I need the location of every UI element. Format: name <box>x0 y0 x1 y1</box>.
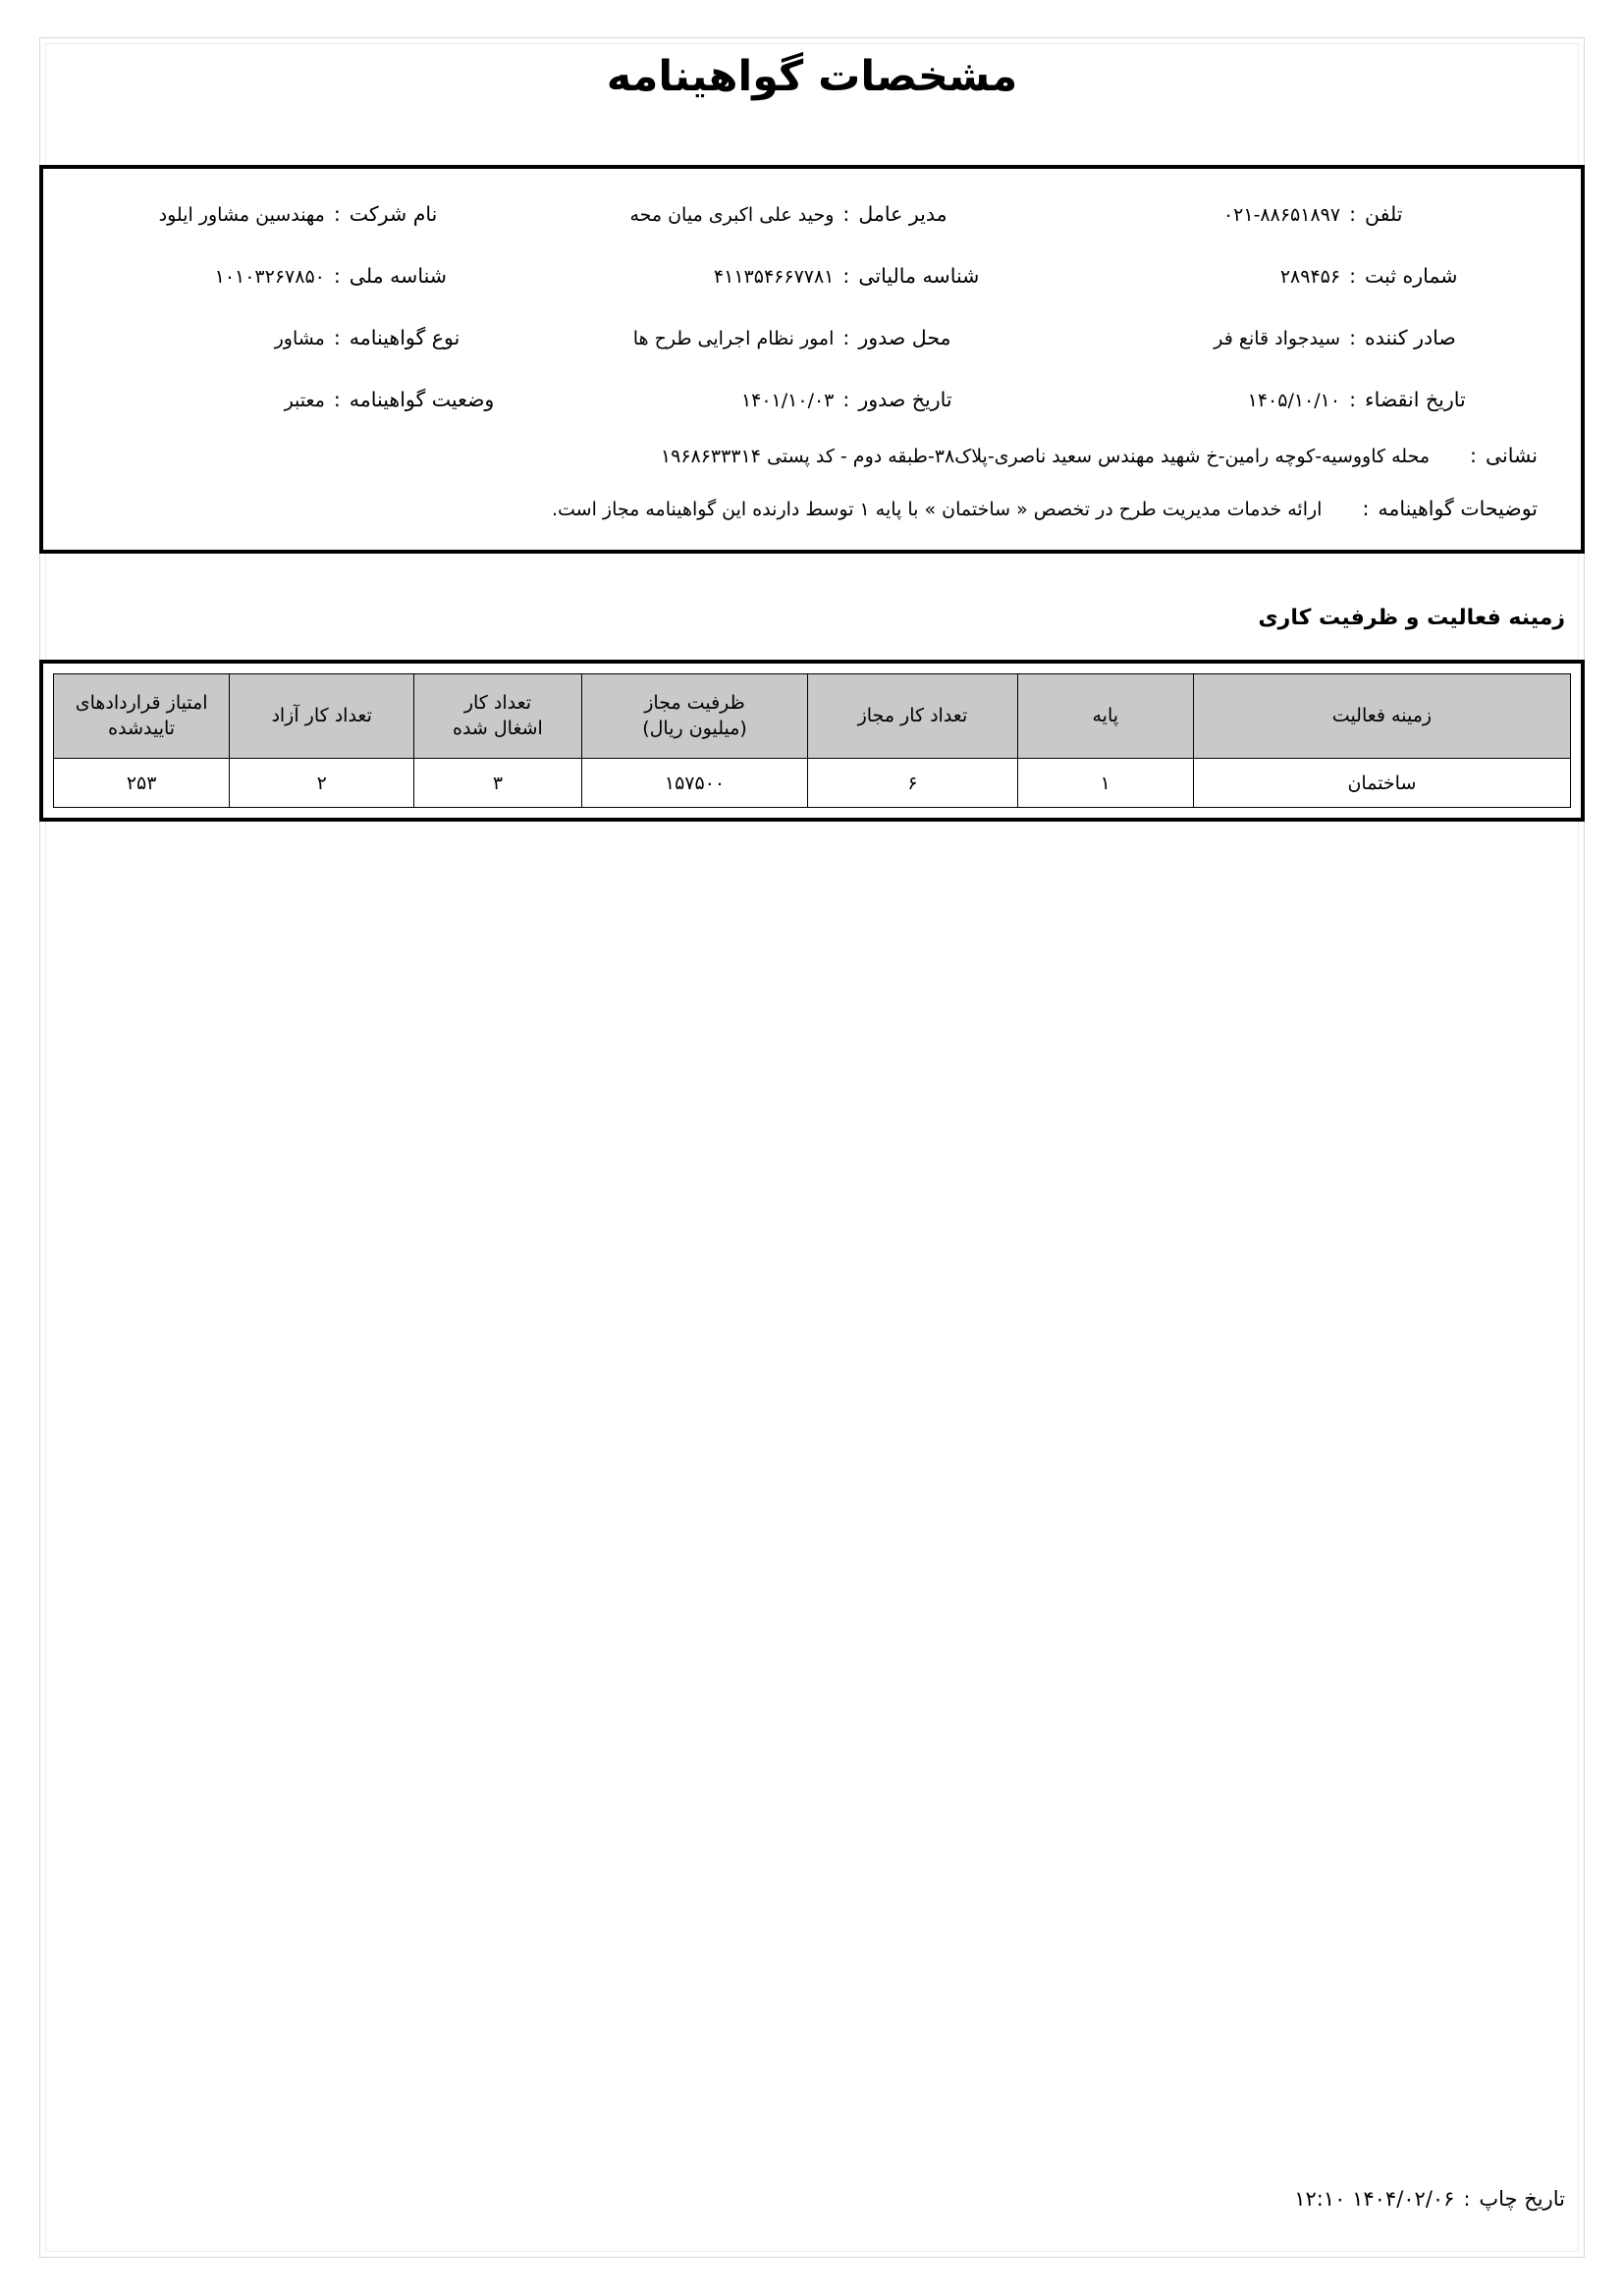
info-field-expiry-date <box>1070 388 1559 411</box>
info-row <box>65 244 1559 306</box>
cell-free-jobs: ۲ <box>230 759 414 808</box>
info-value-issuer: سیدجواد قانع فر <box>1214 327 1341 349</box>
column-header-field <box>1193 674 1570 759</box>
column-header-free-jobs <box>230 674 414 759</box>
info-label-issue-place: محل صدور <box>858 325 951 349</box>
info-field-certificate-status <box>65 388 560 411</box>
info-row <box>65 183 1559 244</box>
info-value-expiry-date: ۱۴۰۵/۱۰/۱۰ <box>1247 389 1341 411</box>
column-header-free-jobs-line1: تعداد کار آزاد <box>271 704 372 726</box>
info-label-issuer: صادر کننده <box>1365 325 1456 349</box>
column-header-allowed-jobs-line1: تعداد کار مجاز <box>857 704 968 726</box>
column-header-allowed-capacity-line2: (میلیون ریال) <box>642 717 747 739</box>
capacity-table-head <box>54 674 1571 759</box>
info-colon: : <box>842 263 850 288</box>
table-header-row <box>54 674 1571 759</box>
info-label-tax-id: شناسه مالیاتی <box>858 263 980 288</box>
capacity-table-container <box>39 660 1585 822</box>
column-header-occupied-jobs <box>414 674 582 759</box>
info-field-address <box>65 444 1559 467</box>
info-colon: : <box>1470 444 1477 467</box>
column-header-occupied-jobs-line1: تعداد کار <box>463 691 532 714</box>
info-value-issue-place: امور نظام اجرایی طرح ها <box>632 327 835 349</box>
info-field-national-id <box>65 264 560 288</box>
info-colon: : <box>1362 497 1370 520</box>
info-colon: : <box>842 325 850 349</box>
info-value-description: ارائه خدمات مدیریت طرح در تخصص « ساختمان » با پایه ۱ توسط دارنده این گواهینامه مجاز است. <box>551 499 1323 520</box>
cell-grade: ۱ <box>1017 759 1193 808</box>
info-field-description <box>65 497 1559 520</box>
info-field-company-name <box>65 202 560 226</box>
column-header-allowed-capacity-line1: ظرفیت مجاز <box>644 691 745 714</box>
info-colon: : <box>333 387 341 411</box>
info-field-managing-director <box>560 202 1071 226</box>
info-colon: : <box>333 263 341 288</box>
info-field-certificate-type <box>65 326 560 349</box>
capacity-table-body <box>54 759 1571 808</box>
info-value-certificate-type: مشاور <box>274 327 325 349</box>
info-label-certificate-type: نوع گواهینامه <box>349 325 460 349</box>
table-row <box>54 759 1571 808</box>
column-header-approved-contract-score <box>54 674 230 759</box>
cell-allowed-jobs: ۶ <box>808 759 1017 808</box>
info-label-certificate-status: وضعیت گواهینامه <box>349 387 495 411</box>
cell-approved-contract-score: ۲۵۳ <box>54 759 230 808</box>
info-field-issue-date <box>560 388 1071 411</box>
print-date-footer <box>1294 2187 1565 2211</box>
certificate-info-grid <box>43 169 1581 520</box>
capacity-section-heading: زمینه فعالیت و ظرفیت کاری <box>1258 606 1565 630</box>
print-date-label: تاریخ چاپ <box>1479 2187 1565 2211</box>
column-header-allowed-jobs <box>808 674 1017 759</box>
info-label-company-name: نام شرکت <box>349 201 438 226</box>
info-label-national-id: شناسه ملی <box>349 263 447 288</box>
info-value-company-name: مهندسین مشاور ایلود <box>158 203 325 226</box>
info-value-registration-number: ۲۸۹۴۵۶ <box>1279 265 1341 288</box>
cell-allowed-capacity: ۱۵۷۵۰۰ <box>581 759 807 808</box>
info-value-certificate-status: معتبر <box>284 389 325 411</box>
info-field-registration-number <box>1070 264 1559 288</box>
column-header-occupied-jobs-line2: اشغال شده <box>452 717 543 739</box>
info-row <box>65 368 1559 430</box>
info-value-managing-director: وحید علی اکبری میان محه <box>629 203 835 226</box>
page-title: مشخصات گواهینامه <box>606 52 1018 101</box>
cell-occupied-jobs: ۳ <box>414 759 582 808</box>
info-colon: : <box>1349 201 1356 226</box>
info-row <box>65 306 1559 368</box>
info-colon: : <box>842 201 850 226</box>
column-header-grade-line1: پایه <box>1092 704 1119 726</box>
info-field-issuer <box>1070 326 1559 349</box>
info-colon: : <box>842 387 850 411</box>
info-value-tax-id: ۴۱۱۳۵۴۶۶۷۷۸۱ <box>713 265 835 288</box>
info-colon: : <box>1349 263 1356 288</box>
certificate-info-box <box>39 165 1585 554</box>
info-colon: : <box>1349 325 1356 349</box>
info-label-issue-date: تاریخ صدور <box>858 387 952 411</box>
print-date-value: ۱۴۰۴/۰۲/۰۶ ۱۲:۱۰ <box>1294 2187 1455 2211</box>
column-header-field-line1: زمینه فعالیت <box>1331 704 1433 726</box>
info-value-phone: ۰۲۱-۸۸۶۵۱۸۹۷ <box>1222 203 1341 226</box>
info-colon: : <box>1463 2187 1471 2211</box>
cell-field: ساختمان <box>1193 759 1570 808</box>
capacity-table <box>53 673 1571 808</box>
info-label-registration-number: شماره ثبت <box>1365 263 1458 288</box>
info-colon: : <box>1349 387 1356 411</box>
column-header-approved-contract-score-line1: امتیاز قراردادهای <box>75 691 208 714</box>
info-label-expiry-date: تاریخ انقضاء <box>1365 387 1466 411</box>
info-label-managing-director: مدیر عامل <box>858 201 947 226</box>
info-value-issue-date: ۱۴۰۱/۱۰/۰۳ <box>740 389 835 411</box>
column-header-grade <box>1017 674 1193 759</box>
info-label-description: توضیحات گواهینامه <box>1378 497 1538 520</box>
info-label-address: نشانی <box>1485 444 1538 467</box>
info-label-phone: تلفن <box>1365 201 1403 226</box>
info-value-national-id: ۱۰۱۰۳۲۶۷۸۵۰ <box>214 265 325 288</box>
info-field-phone <box>1070 202 1559 226</box>
info-field-issue-place <box>560 326 1071 349</box>
info-value-address: محله کاووسیه-کوچه رامین-خ شهید مهندس سعید ناصری-پلاک۳۸-طبقه دوم - کد پستی ۱۹۶۸۶۳۳۳۱۴ <box>660 446 1431 467</box>
column-header-allowed-capacity <box>581 674 807 759</box>
info-colon: : <box>333 201 341 226</box>
column-header-approved-contract-score-line2: تاییدشده <box>108 717 176 739</box>
info-colon: : <box>333 325 341 349</box>
info-field-tax-id <box>560 264 1071 288</box>
